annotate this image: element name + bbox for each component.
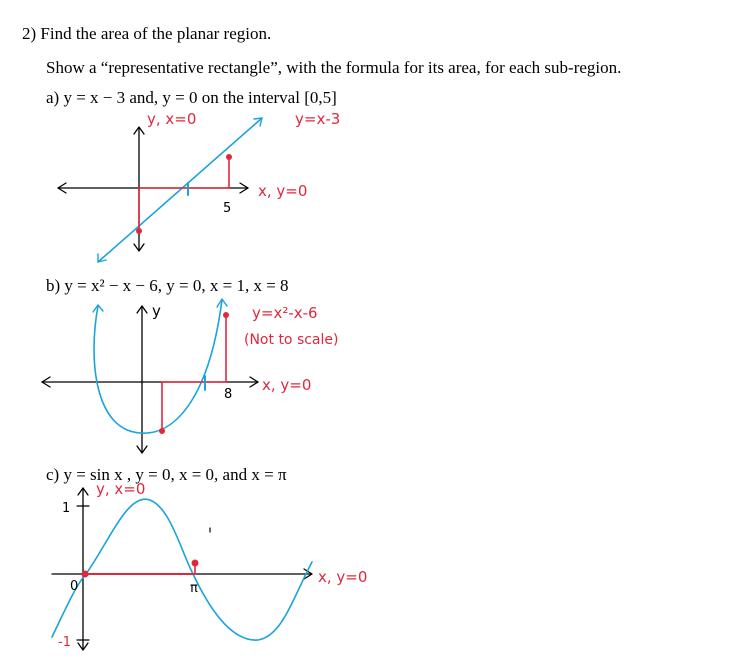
part-c-curve <box>52 499 312 640</box>
part-a-point-top <box>226 154 232 160</box>
part-c-label: c) y = sin x , y = 0, x = 0, and x = π <box>46 465 287 484</box>
part-a-label: a) y = x − 3 and, y = 0 on the interval [0,5] <box>46 88 337 107</box>
part-a-curve-label: y=x-3 <box>295 110 341 128</box>
part-c-tick-bottom-label: -1 <box>58 635 71 650</box>
part-b-note: (Not to scale) <box>244 332 339 348</box>
part-a-curve <box>98 118 262 262</box>
part-b-y-axis-label: y <box>152 302 161 320</box>
part-a-y-axis-label: y, x=0 <box>147 110 197 128</box>
part-b-x-axis-label: x, y=0 <box>262 376 312 394</box>
part-c-point-origin <box>82 571 89 578</box>
part-c-tick-top-label: 1 <box>62 501 71 516</box>
part-a-x-axis-label: x, y=0 <box>258 182 308 200</box>
part-c-y-axis-label: y, x=0 <box>96 480 146 498</box>
part-b-tick-label: 8 <box>224 387 233 402</box>
part-b-sketch <box>42 299 338 453</box>
part-a-point-bottom <box>136 228 142 234</box>
part-b-point-bottom <box>159 428 165 434</box>
part-b-curve-label: y=x²-x-6 <box>252 304 318 322</box>
part-a-sketch <box>58 110 340 262</box>
part-c-sketch <box>52 480 367 650</box>
problem-instruction: Show a “representative rectangle”, with the formula for its area, for each sub-region. <box>46 58 622 77</box>
part-b-point-top <box>223 312 229 318</box>
part-c-x-axis-label: x, y=0 <box>318 568 368 586</box>
part-c-pi-label: π <box>190 581 198 596</box>
problem-title: 2) Find the area of the planar region. <box>22 24 272 43</box>
part-c-origin-label: 0 <box>70 579 79 594</box>
part-b-label: b) y = x² − x − 6, y = 0, x = 1, x = 8 <box>46 276 289 295</box>
part-a-tick-label: 5 <box>223 201 232 216</box>
